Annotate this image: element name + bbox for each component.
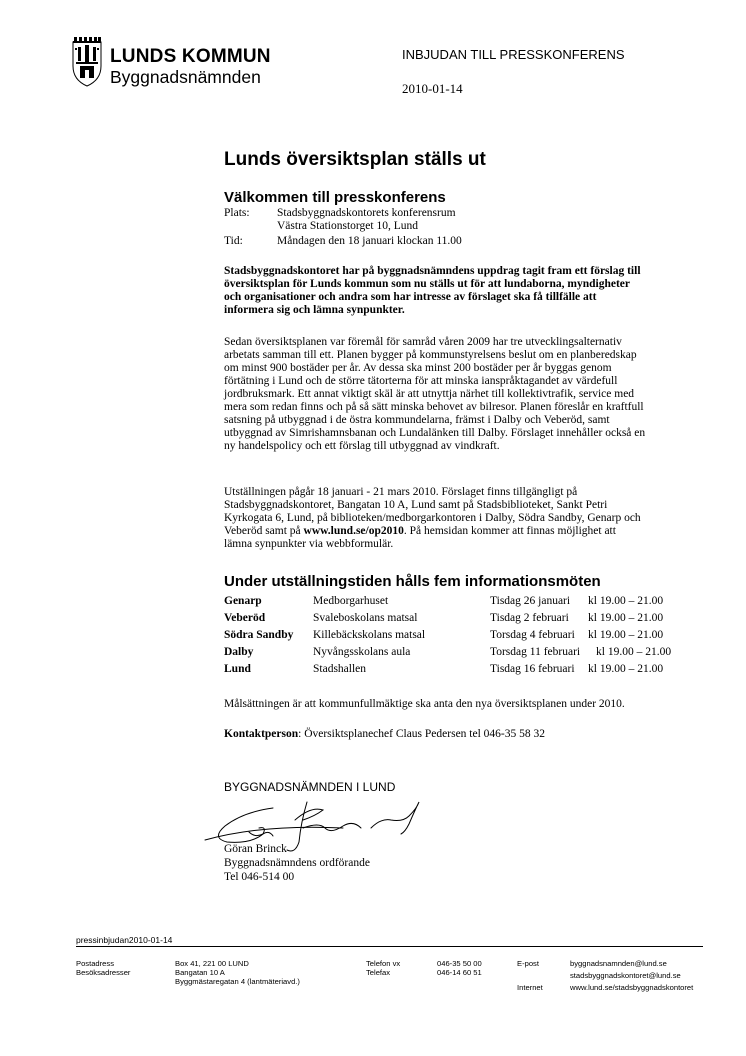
meeting-city: Dalby bbox=[224, 646, 254, 658]
body-line: förtätning i Lund och de större tätorterna för att minska ianspråktagandet av värdefull bbox=[224, 375, 618, 387]
org-name: LUNDS KOMMUN bbox=[110, 46, 271, 67]
signer-phone: Tel 046-514 00 bbox=[224, 871, 295, 883]
meeting-time: kl 19.00 – 21.00 bbox=[588, 629, 664, 641]
signature-org: BYGGNADSNÄMNDEN I LUND bbox=[224, 780, 396, 794]
footer-telefax: 046-14 60 51 bbox=[437, 968, 482, 977]
time-value: Måndagen den 18 januari klockan 11.00 bbox=[277, 235, 462, 247]
lund-coat-of-arms-logo bbox=[70, 36, 104, 88]
place-line-1: Stadsbyggnadskontorets konferensrum bbox=[277, 207, 456, 219]
body-line: Utställningen pågår 18 januari - 21 mars 2010. Förslaget finns tillgängligt på bbox=[224, 486, 578, 498]
intro-line: och organisationer och andra som har intresse av förslaget ska få tillfälle att bbox=[224, 291, 597, 303]
meetings-heading: Under utställningstiden hålls fem informationsmöten bbox=[224, 573, 601, 590]
place-line-2: Västra Stationstorget 10, Lund bbox=[277, 220, 418, 232]
meeting-city: Veberöd bbox=[224, 612, 266, 624]
meeting-venue: Stadshallen bbox=[313, 663, 367, 675]
meeting-date: Torsdag 4 februari bbox=[490, 629, 575, 641]
meeting-venue: Killebäckskolans matsal bbox=[313, 629, 426, 641]
footer-besok-2: Byggmästaregatan 4 (lantmäteriavd.) bbox=[175, 977, 300, 986]
contact-label: Kontaktperson bbox=[224, 728, 299, 740]
intro-line: översiktsplan för Lunds kommun som nu ställs ut för att lundaborna, myndigheter bbox=[224, 278, 630, 290]
signer-role: Byggnadsnämndens ordförande bbox=[224, 857, 370, 869]
meeting-time: kl 19.00 – 21.00 bbox=[588, 595, 664, 607]
body-line bbox=[224, 525, 694, 538]
footer-internet-label: Internet bbox=[517, 983, 543, 992]
intro-line: informera sig och lämna synpunkter. bbox=[224, 304, 405, 316]
footer-besok-1: Bangatan 10 A bbox=[175, 968, 225, 977]
meeting-city: Lund bbox=[224, 663, 251, 675]
body-line: jordbruksmark. Ett annat viktigt skäl är att utnyttja närhet till kollektivtrafik, service med bbox=[224, 388, 635, 400]
intro-line: Stadsbyggnadskontoret har på byggnadsnämndens uppdrag tagit fram ett förslag till bbox=[224, 265, 641, 277]
meeting-time: kl 19.00 – 21.00 bbox=[596, 646, 672, 658]
intro-paragraph bbox=[224, 265, 694, 317]
document-type: INBJUDAN TILL PRESSKONFERENS bbox=[402, 47, 625, 62]
page-title: Lunds översiktsplan ställs ut bbox=[224, 149, 486, 170]
footer-doc-id: pressinbjudan2010-01-14 bbox=[76, 935, 173, 945]
footer-epost-label: E-post bbox=[517, 959, 539, 968]
body-paragraph-1 bbox=[224, 336, 694, 453]
place-label: Plats: bbox=[224, 207, 250, 219]
footer-email-2[interactable]: stadsbyggnadskontoret@lund.se bbox=[570, 971, 681, 980]
body-line: om minst 900 bostäder per år. Av dessa ska minst 200 bostäder per år byggas genom bbox=[224, 362, 612, 374]
meeting-date: Tisdag 2 februari bbox=[490, 612, 569, 624]
signer-name: Göran Brinck bbox=[224, 843, 287, 855]
body-paragraph-2 bbox=[224, 486, 694, 551]
meeting-date: Tisdag 16 februari bbox=[490, 663, 575, 675]
footer-website[interactable]: www.lund.se/stadsbyggnadskontoret bbox=[570, 983, 694, 992]
contact-value: : Översiktsplanechef Claus Pedersen tel 046-35 58 32 bbox=[298, 728, 545, 740]
meeting-city: Genarp bbox=[224, 595, 262, 607]
body-text: Veberöd samt på bbox=[224, 525, 304, 537]
footer-divider bbox=[76, 946, 703, 947]
body-line: Kyrkogata 6, Lund, på biblioteken/medborgarkontoren i Dalby, Södra Sandby, Genarp och bbox=[224, 512, 641, 524]
body-line: Stadsbyggnadskontoret, Bangatan 10 A, Lund samt på Stadsbiblioteket, Sankt Petri bbox=[224, 499, 608, 511]
goal-text: Målsättningen är att kommunfullmäktige ska anta den nya översiktsplanen under 2010. bbox=[224, 698, 625, 710]
footer-email-1[interactable]: byggnadsnamnden@lund.se bbox=[570, 959, 667, 968]
meeting-date: Tisdag 26 januari bbox=[490, 595, 571, 607]
footer-telefon-label: Telefon vx bbox=[366, 959, 401, 968]
meeting-city: Södra Sandby bbox=[224, 629, 294, 641]
body-line: lämna synpunkter via webbformulär. bbox=[224, 538, 394, 550]
meeting-venue: Nyvångsskolans aula bbox=[313, 646, 411, 658]
body-line: satsning på utbyggnad i de östra kommundelarna, främst i Dalby och Veberöd, samt bbox=[224, 414, 610, 426]
dept-name: Byggnadsnämnden bbox=[110, 67, 261, 87]
welcome-heading: Välkommen till presskonferens bbox=[224, 189, 446, 206]
document-date: 2010-01-14 bbox=[402, 81, 463, 96]
body-text: . På hemsidan kommer att finnas möjlighet att bbox=[403, 525, 616, 537]
body-line: ny handelspolicy och ett förslag till utbyggnad av vindkraft. bbox=[224, 440, 500, 452]
footer-postadress-label: Postadress bbox=[76, 959, 114, 968]
contact-line bbox=[224, 728, 694, 741]
footer-telefax-label: Telefax bbox=[366, 968, 391, 977]
footer-telefon: 046-35 50 00 bbox=[437, 959, 482, 968]
body-line: arbetats samman till ett. Planen bygger på kommunstyrelsens beslut om en planberedskap bbox=[224, 349, 637, 361]
body-line: Sedan översiktsplanen var föremål för samråd våren 2009 har tre utvecklingsalternativ bbox=[224, 336, 622, 348]
meeting-date: Torsdag 11 februari bbox=[490, 646, 581, 658]
meeting-venue: Svaleboskolans matsal bbox=[313, 612, 418, 624]
body-line: mera som redan finns och på så sätt minska behovet av bilresor. Planen föreslår en kraftfull bbox=[224, 401, 644, 413]
footer-besok-label: Besöksadresser bbox=[76, 968, 131, 977]
meeting-venue: Medborgarhuset bbox=[313, 595, 389, 607]
footer-postadress: Box 41, 221 00 LUND bbox=[175, 959, 249, 968]
time-label: Tid: bbox=[224, 235, 243, 247]
meeting-time: kl 19.00 – 21.00 bbox=[588, 663, 664, 675]
website-link[interactable]: www.lund.se/op2010 bbox=[303, 525, 404, 537]
meeting-time: kl 19.00 – 21.00 bbox=[588, 612, 664, 624]
body-line: utbyggnad av Simrishamnsbanan och Lundalänken till Dalby. Förslaget innehåller också en bbox=[224, 427, 646, 439]
